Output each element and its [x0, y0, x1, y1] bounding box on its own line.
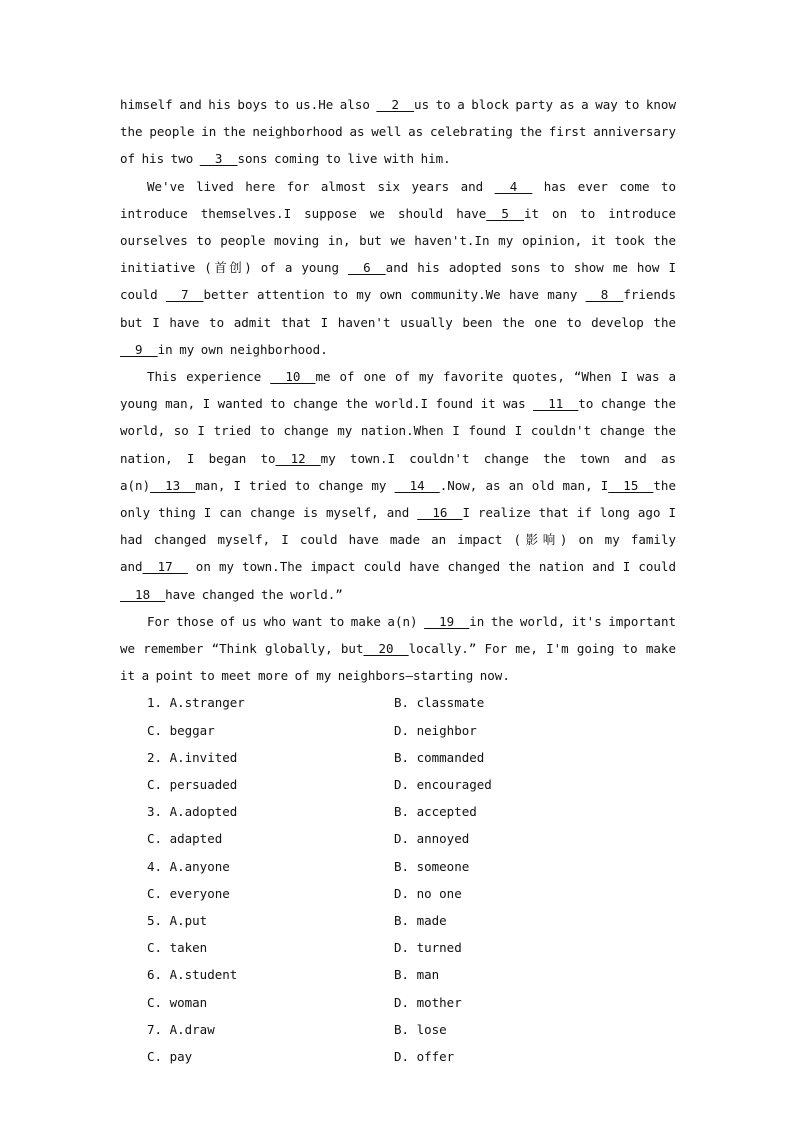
- blank-6: __6__: [348, 260, 386, 276]
- option-left: C. pay: [147, 1048, 193, 1064]
- option-row: [120, 689, 676, 716]
- option-right: B. man: [394, 967, 440, 983]
- text: me of one of my favorite quotes, “When I was a young man, I wanted to change the world.I found it was: [120, 369, 676, 412]
- blank-10: __10__: [270, 369, 316, 385]
- blank-11: __11__: [533, 396, 579, 412]
- blank-20: __20__: [363, 641, 409, 657]
- blank-4: __4__: [494, 178, 533, 194]
- option-right: B. made: [394, 912, 447, 928]
- blank-16: __16__: [417, 505, 463, 521]
- text: .Now, as an old man, I: [439, 477, 609, 493]
- text: on my town.The impact could have changed the nation and I could: [187, 559, 676, 575]
- text: himself and his boys to us.He also: [120, 97, 377, 112]
- text: better attention to my own community.We have many: [203, 287, 586, 303]
- option-row: [120, 853, 676, 880]
- blank-3: __3__: [199, 151, 238, 167]
- blank-12: __12__: [275, 450, 321, 466]
- option-row: [120, 989, 676, 1016]
- option-right: D. mother: [394, 994, 462, 1010]
- blank-9: __9__: [120, 341, 158, 357]
- text: in my own neighborhood.: [157, 341, 328, 357]
- option-row: [120, 880, 676, 907]
- option-right: D. annoyed: [394, 831, 470, 847]
- option-left: C. adapted: [147, 831, 223, 847]
- blank-13: __13__: [150, 477, 196, 493]
- option-right: D. no one: [394, 885, 462, 901]
- option-left: 6. A.student: [147, 967, 238, 983]
- text: For those of us who want to make a(n): [147, 613, 425, 629]
- text: and his adopted sons to show me how I could: [120, 260, 676, 303]
- option-left: C. persuaded: [147, 777, 238, 793]
- option-left: 4. A.anyone: [147, 858, 230, 874]
- option-row: [120, 907, 676, 934]
- text: man, I tried to change my: [195, 477, 395, 493]
- option-left: 7. A.draw: [147, 1021, 215, 1037]
- option-left: C. woman: [147, 994, 208, 1010]
- text: my town.I couldn't change the town and as a(n): [120, 450, 676, 493]
- blank-17: __17__: [142, 559, 188, 575]
- text: This experience: [147, 369, 271, 385]
- passage-paragraph-1: [120, 91, 676, 173]
- blank-5: __5__: [486, 205, 524, 221]
- option-right: B. commanded: [394, 749, 485, 765]
- option-right: D. offer: [394, 1048, 455, 1064]
- text: it on to introduce ourselves to people moving in, but we haven't.In my opinion, it took the initiative (首创) of a young: [120, 205, 677, 276]
- text: sons coming to live with him.: [237, 151, 451, 167]
- blank-7: __7__: [165, 287, 204, 303]
- text: has ever come to introduce themselves.I suppose we should have: [120, 178, 676, 221]
- document-page: [120, 91, 676, 1070]
- passage-paragraph-3: [120, 363, 676, 608]
- text: I realize that if long ago I had changed myself, I could have made an impact (影响) on my family and: [120, 505, 677, 575]
- option-left: C. beggar: [147, 722, 215, 738]
- option-left: 2. A.invited: [147, 749, 238, 765]
- option-left: 5. A.put: [147, 912, 208, 928]
- blank-2: __2__: [376, 97, 415, 112]
- text: us to a block party as a way to know the people in the neighborhood as well as celebrating the first anniversary of his two: [120, 97, 676, 167]
- text: to change the world, so I tried to change my nation.When I found I couldn't change the nation, I began to: [120, 396, 676, 466]
- blank-18: __18__: [120, 586, 166, 602]
- blank-19: __19__: [424, 613, 470, 629]
- text: have changed the world.”: [165, 586, 343, 602]
- option-row: [120, 1043, 676, 1070]
- text: locally.” For me, I'm going to make it a point to meet more of my neighbors—starting now.: [120, 641, 676, 684]
- text: We've lived here for almost six years and: [147, 178, 495, 194]
- blank-15: __15__: [608, 477, 654, 493]
- option-right: B. classmate: [394, 695, 485, 711]
- option-row: [120, 744, 676, 771]
- option-right: B. someone: [394, 858, 470, 874]
- option-row: [120, 798, 676, 825]
- blank-14: __14__: [394, 477, 440, 493]
- option-left: C. everyone: [147, 885, 230, 901]
- option-left: C. taken: [147, 940, 208, 956]
- passage-paragraph-2: [120, 173, 676, 363]
- blank-8: __8__: [585, 287, 624, 303]
- option-row: [120, 825, 676, 852]
- option-left: 1. A.stranger: [147, 695, 245, 711]
- answer-options: [120, 689, 676, 1070]
- option-row: [120, 934, 676, 961]
- passage-paragraph-4: [120, 608, 676, 690]
- option-row: [120, 771, 676, 798]
- option-left: 3. A.adopted: [147, 804, 238, 820]
- option-right: D. turned: [394, 940, 462, 956]
- text: in the world, it's important we remember “Think globally, but: [120, 613, 676, 657]
- option-right: B. accepted: [394, 804, 477, 820]
- option-row: [120, 961, 676, 988]
- text: friends but I have to admit that I haven't usually been the one to develop the: [120, 287, 676, 330]
- option-row: [120, 717, 676, 744]
- text: the only thing I can change is myself, and: [120, 477, 676, 521]
- option-row: [120, 1016, 676, 1043]
- option-right: D. encouraged: [394, 777, 492, 793]
- option-right: D. neighbor: [394, 722, 477, 738]
- option-right: B. lose: [394, 1021, 447, 1037]
